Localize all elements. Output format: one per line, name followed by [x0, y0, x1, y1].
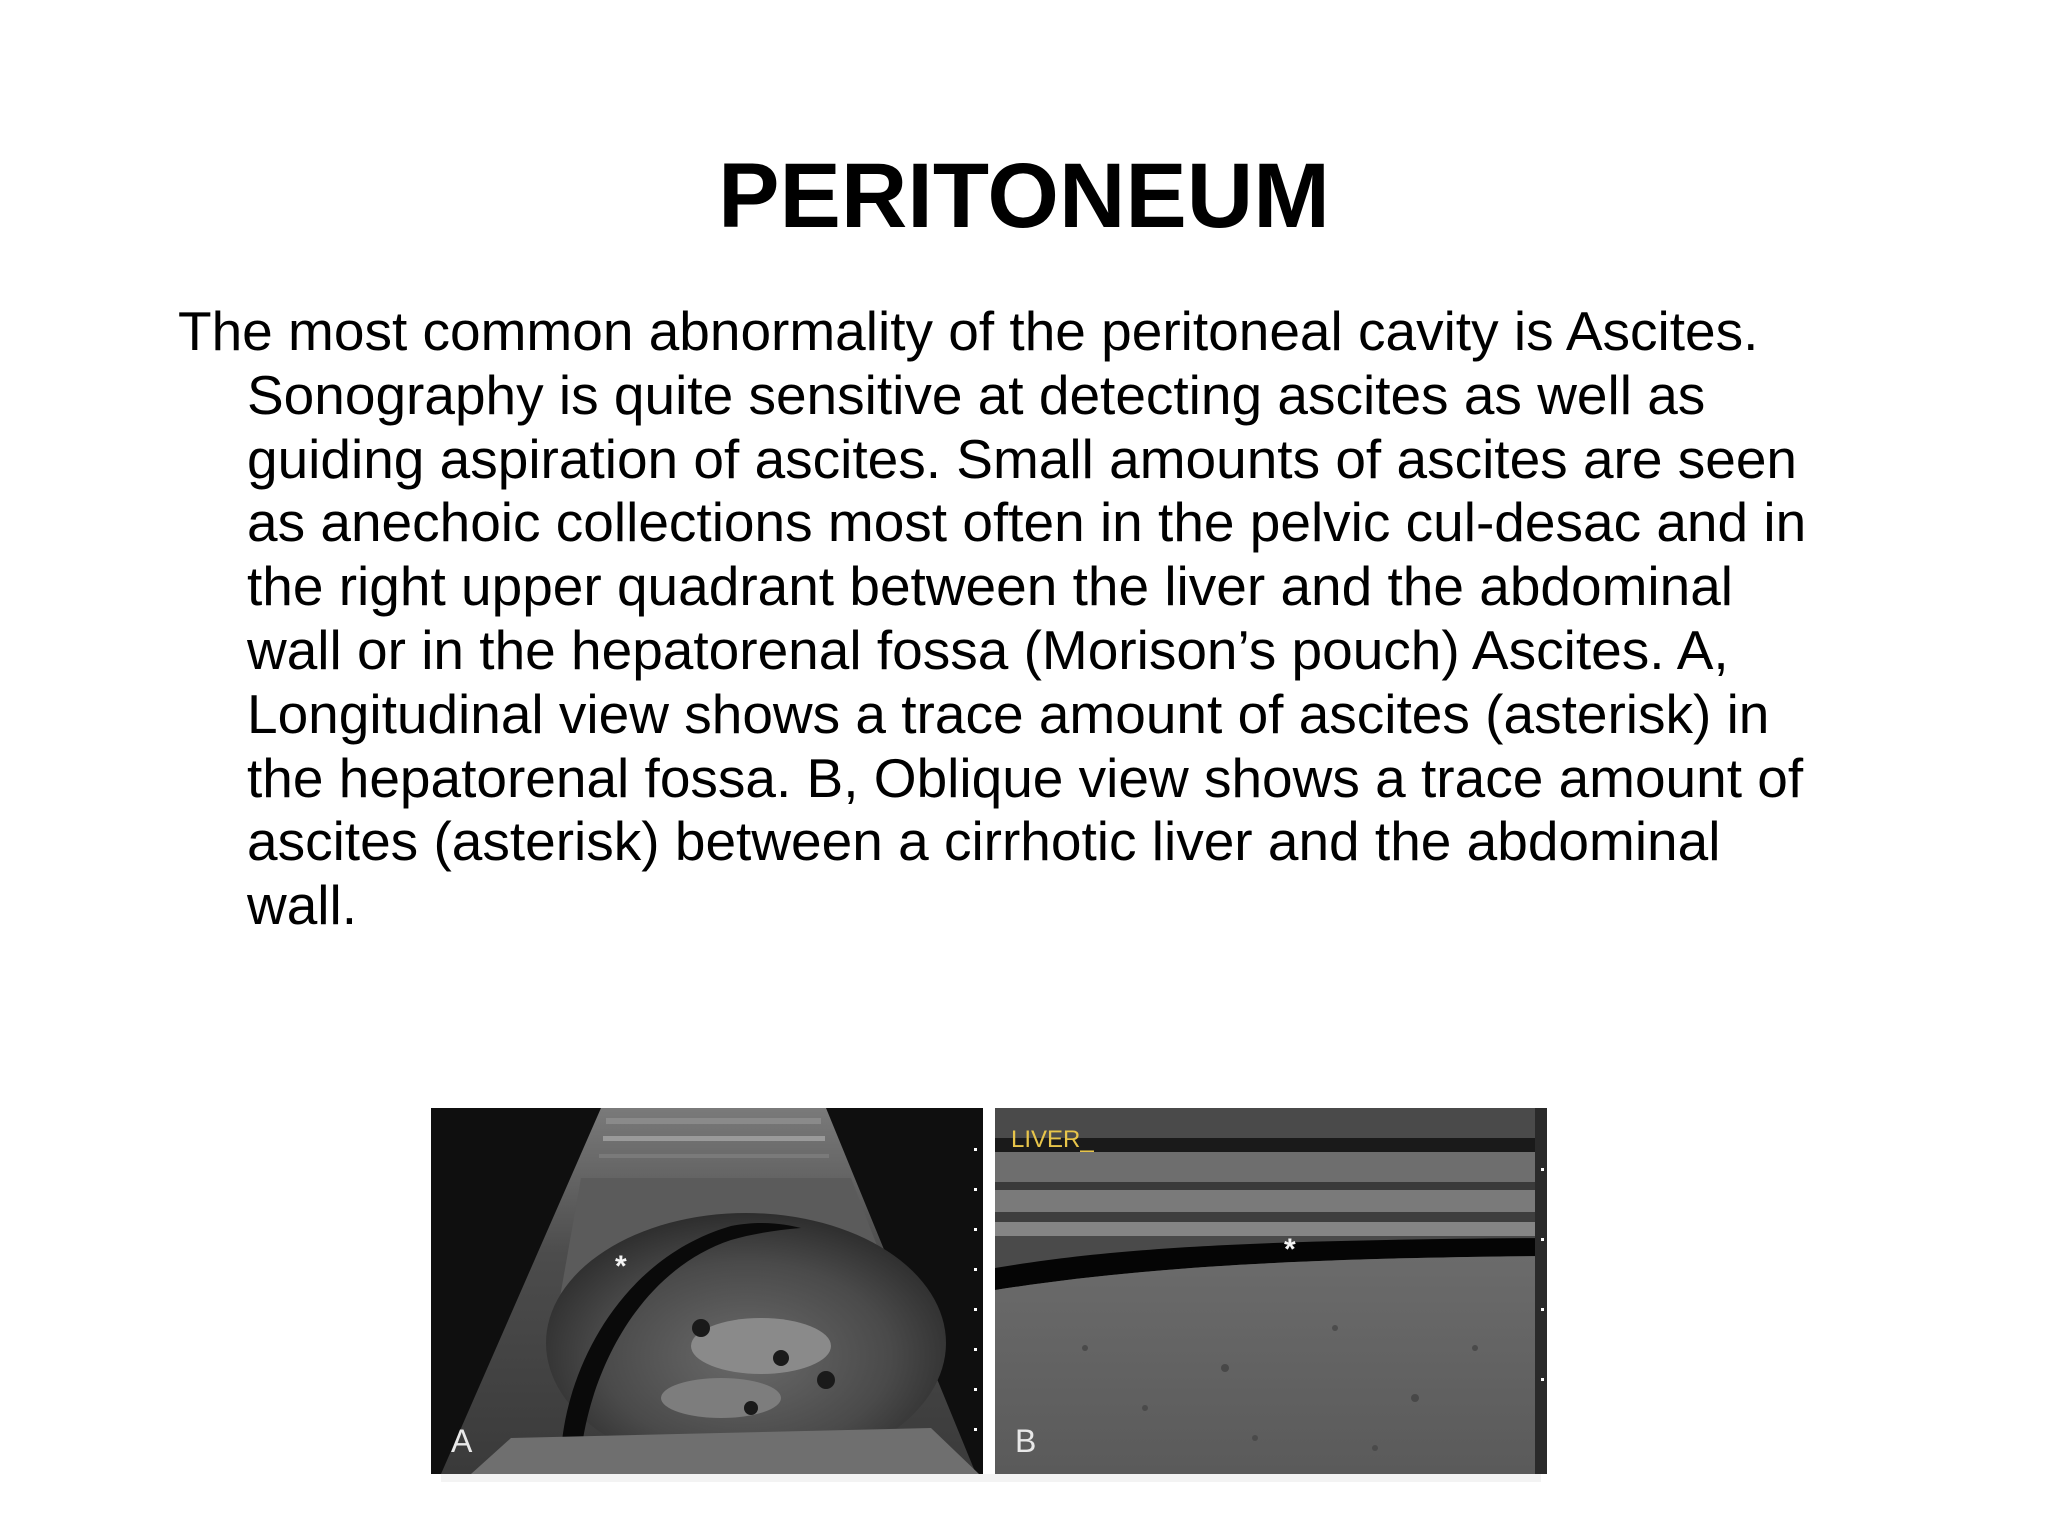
body-line: the hepatorenal fossa. B, Oblique view shows a trace amount of	[247, 746, 1804, 809]
liver-label: LIVER_	[1011, 1126, 1094, 1153]
body-line: Longitudinal view shows a trace amount of ascites (asterisk) in	[247, 682, 1770, 745]
body-line: ascites (asterisk) between a cirrhotic liver and the abdominal	[247, 810, 1721, 873]
ultrasound-panel-b	[995, 1108, 1547, 1474]
body-line: Sonography is quite sensitive at detecting ascites as well as	[247, 363, 1706, 426]
body-line: The most common abnormality of the peritoneal cavity is Ascites.	[178, 300, 1759, 362]
ultrasound-image-b	[995, 1108, 1547, 1474]
figure-shadow	[441, 1474, 1541, 1482]
ascites-marker-b: *	[1284, 1233, 1296, 1266]
body-line: guiding aspiration of ascites. Small amounts of ascites are seen	[247, 427, 1797, 490]
body-line: as anechoic collections most often in the pelvic cul-desac and in	[247, 491, 1807, 554]
body-line: wall.	[247, 874, 358, 937]
body-line: the right upper quadrant between the liver and the abdominal	[247, 555, 1734, 618]
ultrasound-image-a	[431, 1108, 983, 1474]
ultrasound-panel-a	[431, 1108, 983, 1474]
slide-body-text	[178, 300, 1898, 938]
body-line: wall or in the hepatorenal fossa (Morison’s pouch) Ascites. A,	[247, 618, 1729, 681]
panel-label-a: A	[451, 1423, 473, 1459]
panel-label-b: B	[1015, 1423, 1037, 1459]
ultrasound-figure	[431, 1108, 1551, 1480]
slide-title: PERITONEUM	[718, 145, 1330, 247]
ascites-marker-a: *	[615, 1250, 627, 1283]
